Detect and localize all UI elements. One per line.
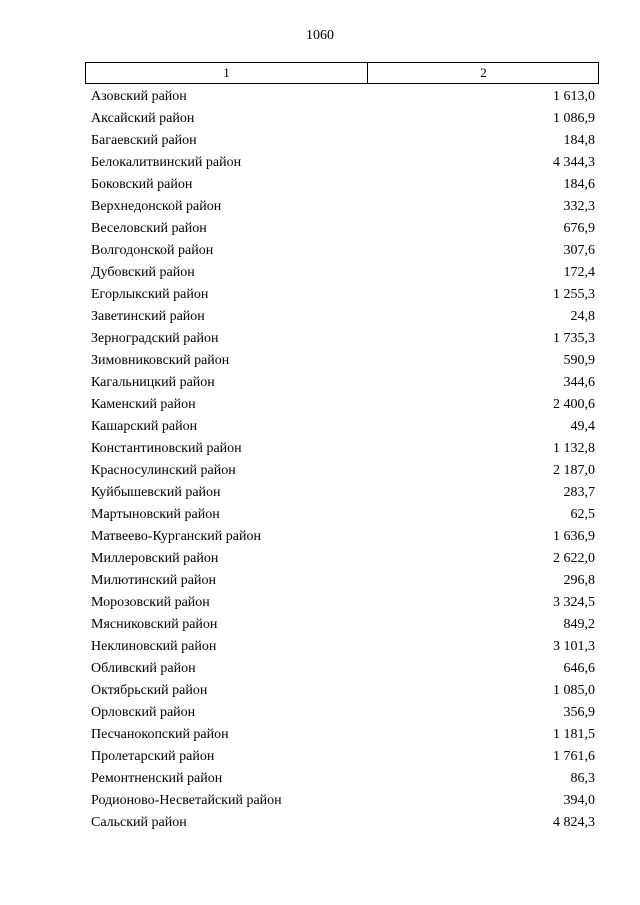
table-row xyxy=(91,614,595,636)
table-row xyxy=(91,372,595,394)
table-row xyxy=(91,768,595,790)
table-row xyxy=(91,438,595,460)
district-name: Орловский район xyxy=(91,705,196,720)
table-row xyxy=(91,108,595,130)
district-name: Дубовский район xyxy=(91,265,195,280)
district-name: Багаевский район xyxy=(91,133,197,148)
district-name: Зимовниковский район xyxy=(91,353,230,368)
district-value: 1 735,3 xyxy=(553,331,595,346)
district-name: Милютинский район xyxy=(91,573,217,588)
district-name: Кагальницкий район xyxy=(91,375,215,390)
district-value: 676,9 xyxy=(563,221,595,236)
table-row xyxy=(91,196,595,218)
district-name: Аксайский район xyxy=(91,111,195,126)
column-header-2: 2 xyxy=(480,65,487,80)
table-row xyxy=(91,328,595,350)
district-value: 590,9 xyxy=(563,353,595,368)
district-value: 1 132,8 xyxy=(553,441,595,456)
district-name: Мясниковский район xyxy=(91,617,218,632)
district-name: Боковский район xyxy=(91,177,193,192)
district-value: 3 324,5 xyxy=(553,595,595,610)
district-value: 1 613,0 xyxy=(553,89,595,104)
table-row xyxy=(91,658,595,680)
district-name: Матвеево-Курганский район xyxy=(91,529,261,544)
district-value: 49,4 xyxy=(570,419,595,434)
table-row xyxy=(91,790,595,812)
district-name: Октябрьский район xyxy=(91,683,208,698)
table-row xyxy=(91,548,595,570)
table-row xyxy=(91,240,595,262)
table-row xyxy=(91,86,595,108)
district-name: Красносулинский район xyxy=(91,463,236,478)
district-value: 1 085,0 xyxy=(553,683,595,698)
table-row xyxy=(91,812,595,834)
district-value: 296,8 xyxy=(563,573,595,588)
district-value: 1 255,3 xyxy=(553,287,595,302)
district-value: 2 187,0 xyxy=(553,463,595,478)
table-row xyxy=(91,306,595,328)
district-value: 184,6 xyxy=(563,177,595,192)
district-value: 4 344,3 xyxy=(553,155,595,170)
district-name: Морозовский район xyxy=(91,595,210,610)
table-row xyxy=(91,218,595,240)
district-name: Егорлыкский район xyxy=(91,287,209,302)
district-name: Каменский район xyxy=(91,397,196,412)
district-name: Константиновский район xyxy=(91,441,242,456)
district-name: Белокалитвинский район xyxy=(91,155,242,170)
district-name: Азовский район xyxy=(91,89,187,104)
district-name: Мартыновский район xyxy=(91,507,220,522)
district-value: 24,8 xyxy=(570,309,595,324)
table-header xyxy=(85,62,599,84)
district-value: 184,8 xyxy=(563,133,595,148)
table-row xyxy=(91,174,595,196)
district-name: Зерноградский район xyxy=(91,331,219,346)
district-name: Миллеровский район xyxy=(91,551,219,566)
district-value: 1 181,5 xyxy=(553,727,595,742)
district-value: 3 101,3 xyxy=(553,639,595,654)
table-row xyxy=(91,680,595,702)
district-name: Волгодонской район xyxy=(91,243,214,258)
district-value: 2 400,6 xyxy=(553,397,595,412)
district-name: Ремонтненский район xyxy=(91,771,223,786)
table-row xyxy=(91,460,595,482)
district-name: Песчанокопский район xyxy=(91,727,229,742)
district-name: Куйбышевский район xyxy=(91,485,221,500)
district-value: 356,9 xyxy=(563,705,595,720)
district-value: 1 636,9 xyxy=(553,529,595,544)
table-row xyxy=(91,724,595,746)
district-value: 86,3 xyxy=(570,771,595,786)
table-row xyxy=(91,130,595,152)
table-row xyxy=(91,416,595,438)
table-row xyxy=(91,570,595,592)
district-value: 2 622,0 xyxy=(553,551,595,566)
district-name: Пролетарский район xyxy=(91,749,215,764)
district-name: Неклиновский район xyxy=(91,639,217,654)
district-value: 1 761,6 xyxy=(553,749,595,764)
table-row xyxy=(91,152,595,174)
column-header-1: 1 xyxy=(86,63,368,83)
district-value: 646,6 xyxy=(563,661,595,676)
district-value: 394,0 xyxy=(563,793,595,808)
table-row xyxy=(91,702,595,724)
page-number: 1060 xyxy=(306,28,334,43)
table-row xyxy=(91,350,595,372)
table-row xyxy=(91,746,595,768)
table-row xyxy=(91,636,595,658)
district-value: 307,6 xyxy=(563,243,595,258)
table-row xyxy=(91,394,595,416)
district-value: 849,2 xyxy=(563,617,595,632)
district-value: 1 086,9 xyxy=(553,111,595,126)
table-row xyxy=(91,592,595,614)
district-name: Сальский район xyxy=(91,815,187,830)
district-name: Обливский район xyxy=(91,661,196,676)
district-name: Верхнедонской район xyxy=(91,199,222,214)
table-row xyxy=(91,262,595,284)
district-name: Родионово-Несветайский район xyxy=(91,793,282,808)
table-row xyxy=(91,284,595,306)
district-value: 344,6 xyxy=(563,375,595,390)
district-value: 332,3 xyxy=(563,199,595,214)
district-value: 4 824,3 xyxy=(553,815,595,830)
district-name: Заветинский район xyxy=(91,309,205,324)
district-name: Кашарский район xyxy=(91,419,198,434)
table-row xyxy=(91,482,595,504)
district-value: 172,4 xyxy=(563,265,595,280)
table-row xyxy=(91,526,595,548)
table-body xyxy=(91,86,595,834)
district-value: 283,7 xyxy=(563,485,595,500)
district-name: Веселовский район xyxy=(91,221,207,236)
district-value: 62,5 xyxy=(570,507,595,522)
table-row xyxy=(91,504,595,526)
